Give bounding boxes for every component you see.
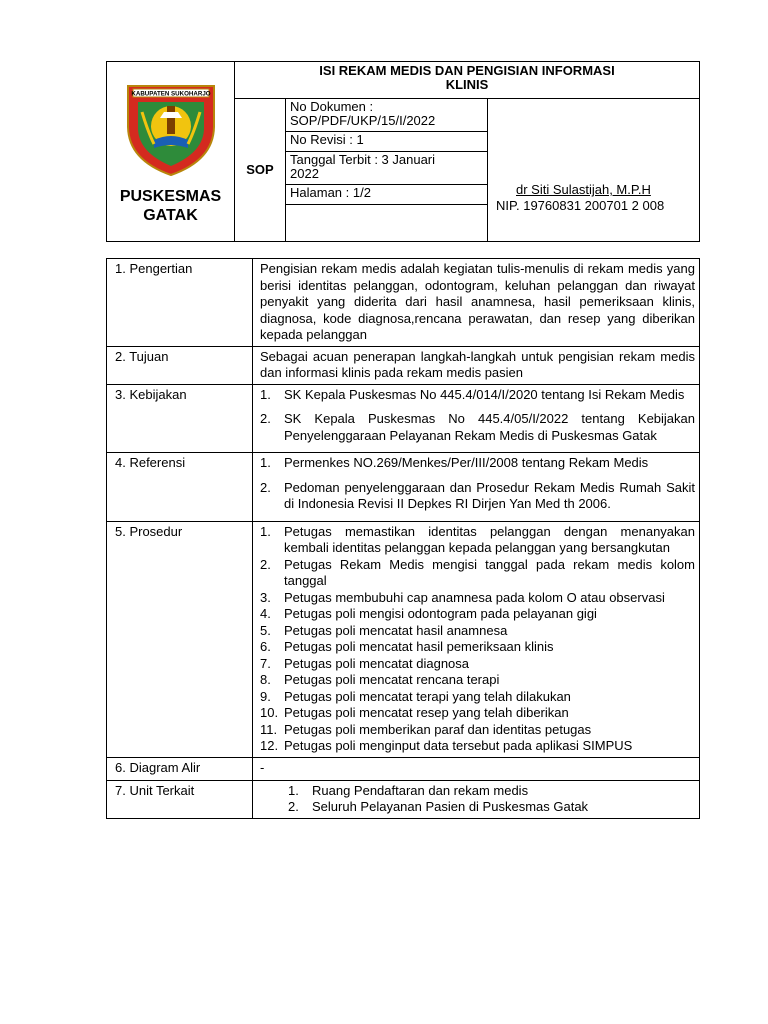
- label-diagram: 6. Diagram Alir: [107, 757, 253, 780]
- signer-nip: NIP. 19760831 200701 2 008: [496, 198, 665, 213]
- list-prosedur-cell: [253, 521, 700, 757]
- row-pengertian: [107, 259, 700, 347]
- row-diagram: [107, 757, 700, 780]
- label-tujuan: 2. Tujuan: [107, 346, 253, 384]
- revision-text: No Revisi : 1: [290, 132, 364, 147]
- list-item: 7. Petugas poli mencatat diagnosa: [260, 655, 470, 671]
- kebijakan-list: [260, 387, 695, 445]
- document-header: [106, 61, 700, 242]
- doc-number-value: SOP/PDF/UKP/15/I/2022: [290, 113, 436, 128]
- label-kebijakan: 3. Kebijakan: [107, 384, 253, 453]
- list-item: 8. Petugas poli mencatat rencana terapi: [260, 672, 500, 687]
- doc-number-cell: [286, 99, 488, 132]
- page-text: Halaman : 1/2: [290, 185, 371, 200]
- list-item: 5. Petugas poli mencatat hasil anamnesa: [260, 622, 508, 638]
- signature-cell: [488, 99, 700, 242]
- row-referensi: [107, 453, 700, 522]
- list-item: 2. Petugas Rekam Medis mengisi tanggal pada rekam medis kolom tanggal: [260, 556, 695, 588]
- label-referensi: 4. Referensi: [107, 453, 253, 522]
- list-item: 10. Petugas poli mencatat resep yang telah diberikan: [260, 705, 569, 720]
- list-kebijakan-cell: [253, 384, 700, 453]
- organization-name: [107, 187, 234, 225]
- row-tujuan: [107, 346, 700, 384]
- kabupaten-sukoharjo-logo: [124, 82, 218, 178]
- list-item: 2. Pedoman penyelenggaraan dan Prosedur Rekam Medis Rumah Sakit di Indonesia Revisi II Depkes RI Dirjen Yan Med th 2006.: [260, 479, 695, 511]
- title-line-1: ISI REKAM MEDIS DAN PENGISIAN INFORMASI: [319, 63, 615, 78]
- unit-list: [260, 783, 695, 816]
- document-title: [235, 62, 700, 99]
- list-item: 2. SK Kepala Puskesmas No 445.4/05/I/2022 tentang Kebijakan Penyelenggaraan Pelayanan Rekam Medis di Puskesmas Gatak: [260, 411, 695, 443]
- date-line-1: Tanggal Terbit : 3 Januari: [290, 152, 436, 167]
- empty-cell: [286, 205, 488, 242]
- date-cell: [286, 152, 488, 185]
- page-cell: [286, 185, 488, 205]
- text-pengertian: Pengisian rekam medis adalah kegiatan tulis-menulis di rekam medis yang berisi identitas pelanggan, odontogram, keluhan pelanggan dan riwayat penyakit yang diderita dari hasil anamnesa, hasil pemeriksaan klinis, diagnosa, kode diagnosa,rencana perawatan, dan resep yang diberikan kepada pelanggan: [253, 259, 700, 347]
- row-prosedur: [107, 521, 700, 757]
- text-diagram: -: [253, 757, 700, 780]
- list-item: 1. Permenkes NO.269/Menkes/Per/III/2008 tentang Rekam Medis: [260, 455, 649, 470]
- doc-number-label: No Dokumen :: [290, 99, 374, 114]
- list-item: 1. SK Kepala Puskesmas No 445.4/014/I/2020 tentang Isi Rekam Medis: [260, 386, 685, 402]
- logo-banner-text: KABUPATEN SUKOHARJO: [131, 90, 211, 98]
- list-item: 2. Seluruh Pelayanan Pasien di Puskesmas Gatak: [288, 799, 589, 814]
- date-line-2: 2022: [290, 166, 319, 181]
- referensi-list: [260, 455, 695, 513]
- label-pengertian: 1. Pengertian: [107, 259, 253, 347]
- text-tujuan: Sebagai acuan penerapan langkah-langkah untuk pengisian rekam medis dan informasi klinis pada rekam medis pasien: [253, 346, 700, 384]
- title-line-2: KLINIS: [445, 77, 489, 92]
- prosedur-list: [260, 524, 695, 755]
- row-unit: [107, 780, 700, 818]
- sop-content-table: [106, 258, 700, 819]
- list-item: 6. Petugas poli mencatat hasil pemeriksaan klinis: [260, 639, 554, 654]
- list-unit-cell: [253, 780, 700, 818]
- logo-cell: [107, 62, 235, 242]
- list-item: 1. Petugas memastikan identitas pelanggan dengan menanyakan kembali identitas pelanggan kepada pelanggan yang bersangkutan: [260, 523, 695, 555]
- list-item: 4. Petugas poli mengisi odontogram pada pelayanan gigi: [260, 606, 597, 621]
- org-line-1: PUSKESMAS: [119, 188, 222, 205]
- org-line-2: GATAK: [143, 207, 198, 224]
- label-unit: 7. Unit Terkait: [107, 780, 253, 818]
- row-kebijakan: [107, 384, 700, 453]
- list-item: 9. Petugas poli mencatat terapi yang telah dilakukan: [260, 688, 571, 704]
- list-item: 1. Ruang Pendaftaran dan rekam medis: [288, 782, 529, 798]
- signer-name: dr Siti Sulastijah, M.P.H: [516, 182, 651, 197]
- list-referensi-cell: [253, 453, 700, 522]
- list-item: 11. Petugas poli memberikan paraf dan identitas petugas: [260, 721, 592, 737]
- list-item: 12. Petugas poli menginput data tersebut pada aplikasi SIMPUS: [260, 738, 633, 753]
- label-prosedur: 5. Prosedur: [107, 521, 253, 757]
- sop-label: SOP: [235, 99, 286, 242]
- list-item: 3. Petugas membubuhi cap anamnesa pada kolom O atau observasi: [260, 589, 665, 605]
- revision-cell: [286, 132, 488, 152]
